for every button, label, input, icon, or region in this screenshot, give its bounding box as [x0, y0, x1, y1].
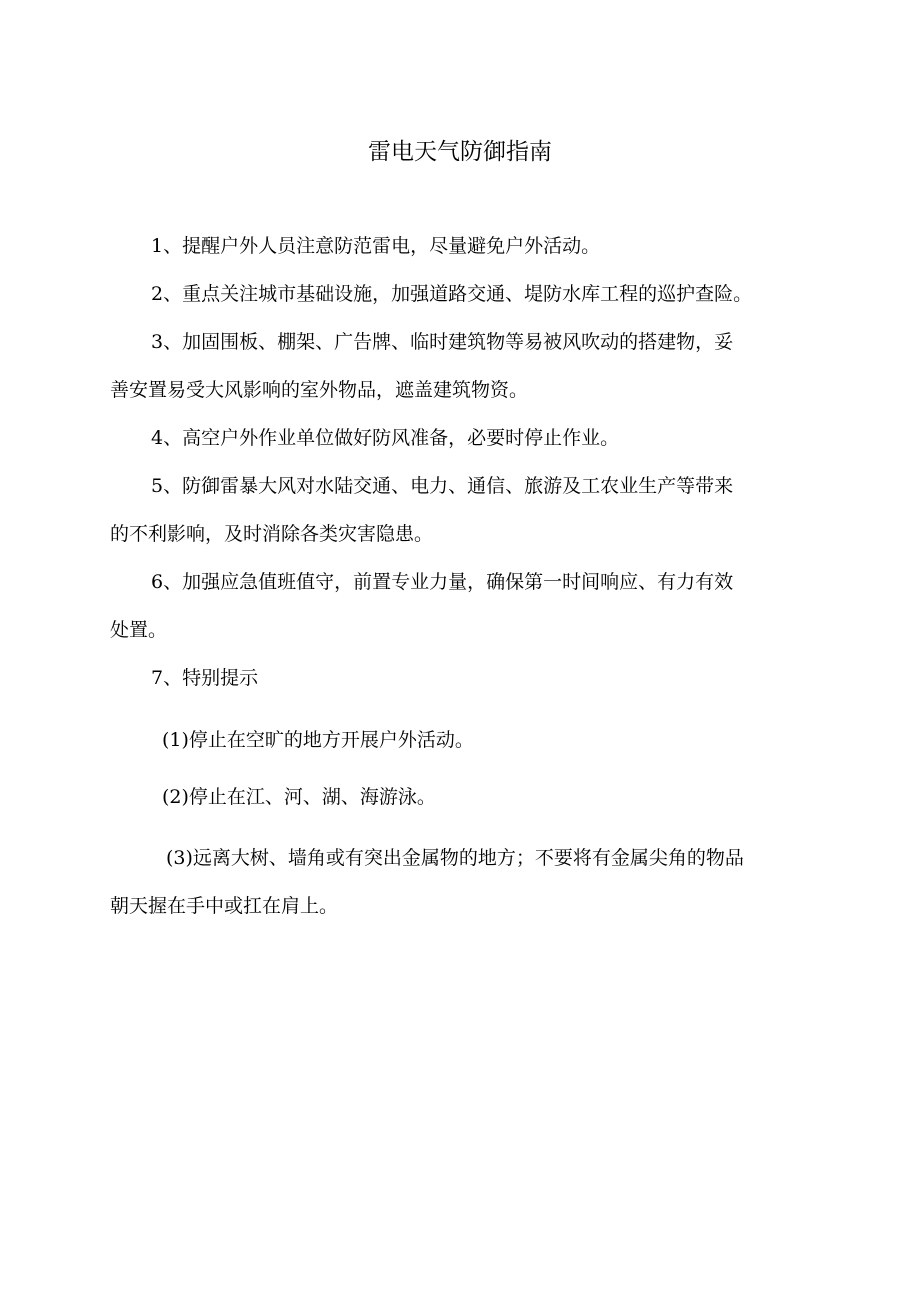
sub-item-1: [110, 716, 815, 764]
document-title: 雷电天气防御指南: [368, 139, 552, 165]
sub-item-2: [110, 773, 815, 821]
paragraph-line: (1)停止在空旷的地方开展户外活动。: [162, 729, 474, 751]
paragraph-line: 2、重点关注城市基础设施，加强道路交通、堤防水库工程的巡护查险。: [151, 283, 753, 305]
paragraph-6: [110, 558, 815, 654]
paragraph-line: 1、提醒户外人员注意防范雷电，尽量避免户外活动。: [151, 235, 601, 257]
paragraph-3: [110, 318, 815, 414]
paragraph-7: [110, 654, 815, 702]
paragraph-line: 7、特别提示: [151, 667, 259, 689]
paragraph-4: [110, 414, 815, 462]
paragraph-line: 6、加强应急值班值守，前置专业力量，确保第一时间响应、有力有效: [151, 571, 734, 593]
paragraph-2: [110, 270, 815, 318]
paragraph-line: 处置。: [110, 619, 168, 641]
paragraph-5: [110, 462, 815, 558]
paragraph-line: 3、加固围板、棚架、广告牌、临时建筑物等易被风吹动的搭建物，妥: [151, 331, 734, 353]
paragraph-line: 善安置易受大风影响的室外物品，遮盖建筑物资。: [110, 379, 529, 401]
paragraph-1: [110, 222, 815, 270]
paragraph-line: 5、防御雷暴大风对水陆交通、电力、通信、旅游及工农业生产等带来: [151, 475, 734, 497]
paragraph-line: 朝天握在手中或扛在肩上。: [110, 895, 339, 917]
paragraph-line: 的不利影响，及时消除各类灾害隐患。: [110, 523, 434, 545]
paragraph-line: (2)停止在江、河、湖、海游泳。: [162, 786, 436, 808]
sub-item-3: [110, 834, 815, 930]
paragraph-line: 4、高空户外作业单位做好防风准备，必要时停止作业。: [151, 427, 620, 449]
paragraph-line: (3)远离大树、墙角或有突出金属物的地方；不要将有金属尖角的物品: [166, 847, 744, 869]
